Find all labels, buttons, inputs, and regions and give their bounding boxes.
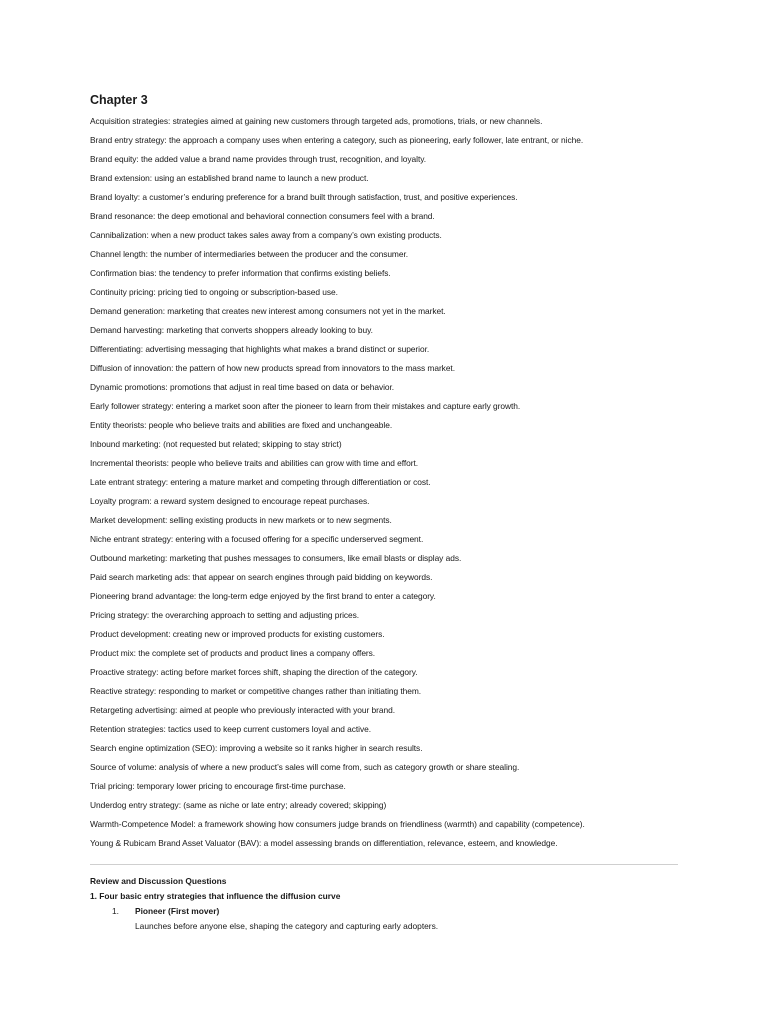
definition-item: Source of volume: analysis of where a new product’s sales will come from, such as category growth or share stealing. (90, 762, 520, 772)
definition-item: Confirmation bias: the tendency to prefer information that confirms existing beliefs. (90, 268, 391, 278)
chapter-title: Chapter 3 (90, 93, 148, 107)
definition-item: Demand generation: marketing that creates new interest among consumers not yet in the market. (90, 306, 446, 316)
list-item-number: 1. (112, 906, 119, 916)
definition-item: Proactive strategy: acting before market forces shift, shaping the direction of the category. (90, 667, 418, 677)
list-item (90, 904, 678, 934)
definition-item: Cannibalization: when a new product takes sales away from a company’s own existing products. (90, 230, 442, 240)
definition-item: Niche entrant strategy: entering with a focused offering for a specific underserved segment. (90, 534, 424, 544)
definition-item: Entity theorists: people who believe traits and abilities are fixed and unchangeable. (90, 420, 393, 430)
definition-item: Late entrant strategy: entering a mature market and competing through differentiation or cost. (90, 477, 431, 487)
definition-item: Product mix: the complete set of products and product lines a company offers. (90, 648, 376, 658)
definition-item: Market development: selling existing products in new markets or to new segments. (90, 515, 392, 525)
document-page (90, 92, 678, 934)
definition-item: Warmth-Competence Model: a framework showing how consumers judge brands on friendliness (warmth) and capability (competence). (90, 819, 585, 829)
list-item-description: Launches before anyone else, shaping the category and capturing early adopters. (135, 921, 439, 931)
definition-item: Paid search marketing ads: that appear on search engines through paid bidding on keywords. (90, 572, 433, 582)
definition-item: Retargeting advertising: aimed at people who previously interacted with your brand. (90, 705, 395, 715)
definition-item: Outbound marketing: marketing that pushes messages to consumers, like email blasts or display ads. (90, 553, 462, 563)
definition-item: Product development: creating new or improved products for existing customers. (90, 629, 385, 639)
definition-item: Acquisition strategies: strategies aimed at gaining new customers through targeted ads, promotions, trials, or new channels. (90, 116, 543, 126)
definition-item: Loyalty program: a reward system designed to encourage repeat purchases. (90, 496, 370, 506)
definition-item: Trial pricing: temporary lower pricing to encourage first-time purchase. (90, 781, 346, 791)
definition-item: Underdog entry strategy: (same as niche or late entry; already covered; skipping) (90, 800, 387, 810)
definition-item: Continuity pricing: pricing tied to ongoing or subscription-based use. (90, 287, 338, 297)
definition-item: Inbound marketing: (not requested but related; skipping to stay strict) (90, 439, 342, 449)
definition-item: Differentiating: advertising messaging that highlights what makes a brand distinct or superior. (90, 344, 430, 354)
definition-item: Young & Rubicam Brand Asset Valuator (BAV): a model assessing brands on differentiation, relevance, esteem, and knowledge. (90, 838, 558, 848)
definition-item: Reactive strategy: responding to market or competitive changes rather than initiating them. (90, 686, 422, 696)
definition-item: Brand loyalty: a customer’s enduring preference for a brand built through satisfaction, trust, and positive experiences. (90, 192, 518, 202)
definition-item: Dynamic promotions: promotions that adjust in real time based on data or behavior. (90, 382, 395, 392)
definition-item: Brand equity: the added value a brand name provides through trust, recognition, and loyalty. (90, 154, 427, 164)
definition-item: Channel length: the number of intermediaries between the producer and the consumer. (90, 249, 409, 259)
definition-item: Pricing strategy: the overarching approach to setting and adjusting prices. (90, 610, 360, 620)
section-divider (90, 864, 678, 865)
definition-item: Brand entry strategy: the approach a company uses when entering a category, such as pioneering, early follower, late entrant, or niche. (90, 135, 584, 145)
review-heading: Review and Discussion Questions (90, 876, 227, 886)
definition-item: Brand resonance: the deep emotional and behavioral connection consumers feel with a brand. (90, 211, 435, 221)
definition-item: Search engine optimization (SEO): improving a website so it ranks higher in search results. (90, 743, 423, 753)
definition-item: Pioneering brand advantage: the long-term edge enjoyed by the first brand to enter a category. (90, 591, 436, 601)
definition-item: Demand harvesting: marketing that converts shoppers already looking to buy. (90, 325, 373, 335)
entry-strategy-list (90, 904, 678, 934)
definition-item: Early follower strategy: entering a market soon after the pioneer to learn from their mistakes and capture early growth. (90, 401, 521, 411)
definition-item: Retention strategies: tactics used to keep current customers loyal and active. (90, 724, 371, 734)
list-item-title: Pioneer (First mover) (135, 906, 220, 916)
definition-item: Brand extension: using an established brand name to launch a new product. (90, 173, 369, 183)
definition-item: Incremental theorists: people who believe traits and abilities can grow with time and effort. (90, 458, 419, 468)
question-1-heading: 1. Four basic entry strategies that influence the diffusion curve (90, 891, 341, 901)
definition-item: Diffusion of innovation: the pattern of how new products spread from innovators to the mass market. (90, 363, 455, 373)
definition-list (90, 112, 678, 853)
